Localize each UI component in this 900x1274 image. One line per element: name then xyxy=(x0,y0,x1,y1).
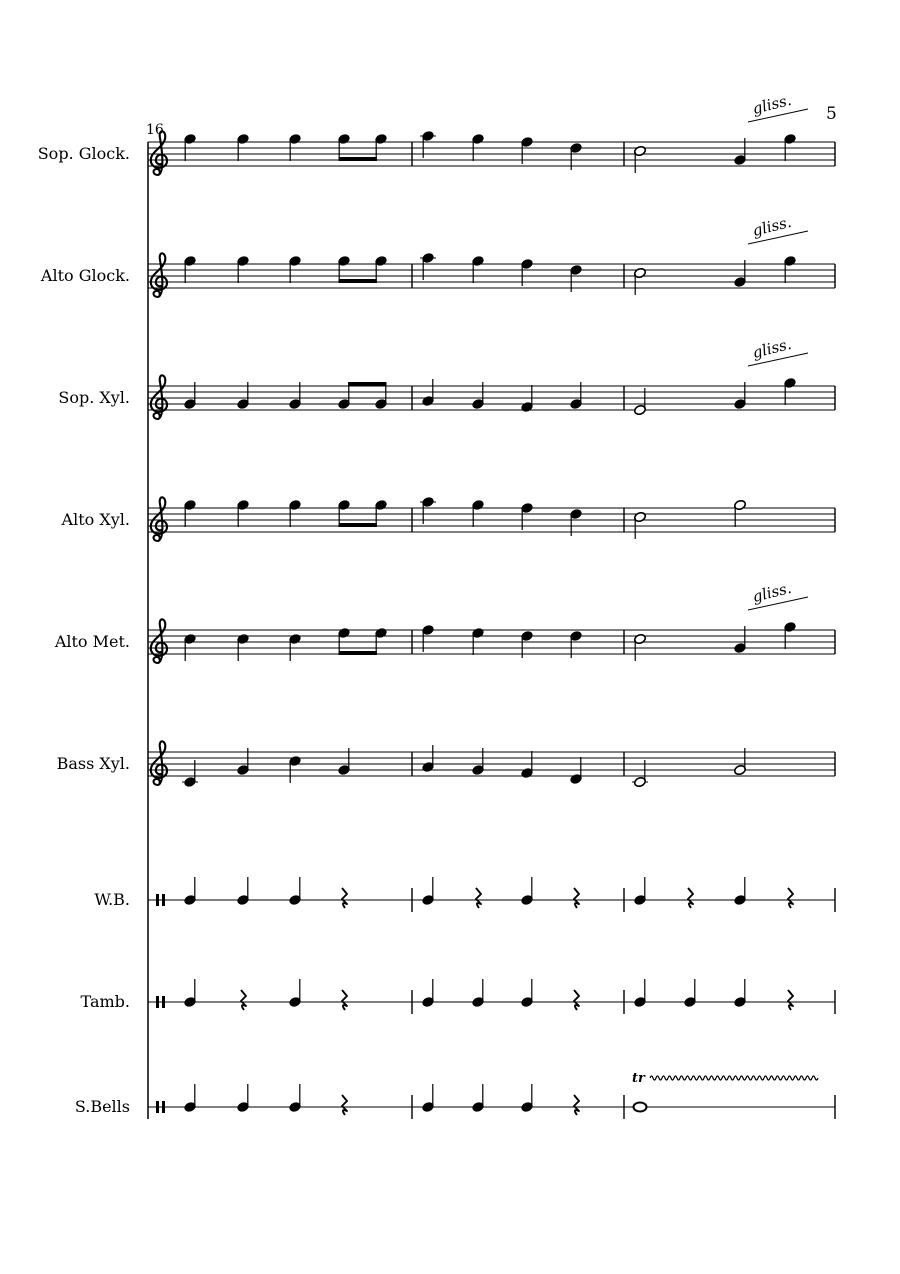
instrument-name: Sop. Xyl. xyxy=(58,388,130,407)
quarter-rest xyxy=(342,888,347,908)
gliss-label: gliss. xyxy=(750,334,794,362)
quarter-rest xyxy=(788,990,793,1010)
staff-6 xyxy=(57,741,835,787)
beam xyxy=(339,651,377,655)
beam xyxy=(339,157,377,161)
instrument-name: Alto Met. xyxy=(54,632,130,651)
treble-clef xyxy=(151,375,167,419)
instrument-name: Sop. Glock. xyxy=(37,144,130,163)
beam xyxy=(339,279,377,283)
treble-clef xyxy=(151,253,167,297)
quarter-rest xyxy=(241,990,246,1010)
staff-8 xyxy=(81,979,835,1014)
beam xyxy=(339,523,377,527)
quarter-rest xyxy=(476,888,481,908)
percussion-clef xyxy=(162,996,165,1008)
staff-7 xyxy=(94,877,835,912)
trill-sign: tr xyxy=(632,1071,645,1086)
percussion-clef xyxy=(156,1101,159,1113)
quarter-rest xyxy=(342,1095,347,1115)
gliss-label: gliss. xyxy=(750,90,794,118)
instrument-name: Bass Xyl. xyxy=(56,754,130,773)
percussion-clef xyxy=(156,894,159,906)
instrument-name: Alto Glock. xyxy=(40,266,130,285)
percussion-clef xyxy=(156,996,159,1008)
percussion-clef xyxy=(162,1101,165,1113)
measure-number: 16 xyxy=(146,122,164,138)
quarter-rest xyxy=(574,1095,579,1115)
trill-wave xyxy=(650,1076,818,1080)
instrument-name: Tamb. xyxy=(80,992,130,1011)
quarter-rest xyxy=(574,990,579,1010)
staff-3 xyxy=(58,335,835,419)
whole-note xyxy=(634,1103,647,1112)
staff-9 xyxy=(75,1071,835,1119)
gliss-label: gliss. xyxy=(750,212,794,240)
staff-4 xyxy=(61,496,835,541)
treble-clef xyxy=(151,619,167,663)
staff-2 xyxy=(40,213,835,297)
quarter-rest xyxy=(688,888,693,908)
quarter-rest xyxy=(574,888,579,908)
staff-system xyxy=(38,91,835,1119)
instrument-name: S.Bells xyxy=(74,1097,130,1116)
instrument-name: W.B. xyxy=(94,890,130,909)
treble-clef xyxy=(151,741,167,785)
instrument-name: Alto Xyl. xyxy=(61,510,130,529)
page-number: 5 xyxy=(826,104,837,124)
staff-5 xyxy=(54,579,835,663)
percussion-clef xyxy=(162,894,165,906)
quarter-rest xyxy=(342,990,347,1010)
treble-clef xyxy=(151,497,167,541)
gliss-label: gliss. xyxy=(750,578,794,606)
beam xyxy=(348,382,386,386)
quarter-rest xyxy=(788,888,793,908)
